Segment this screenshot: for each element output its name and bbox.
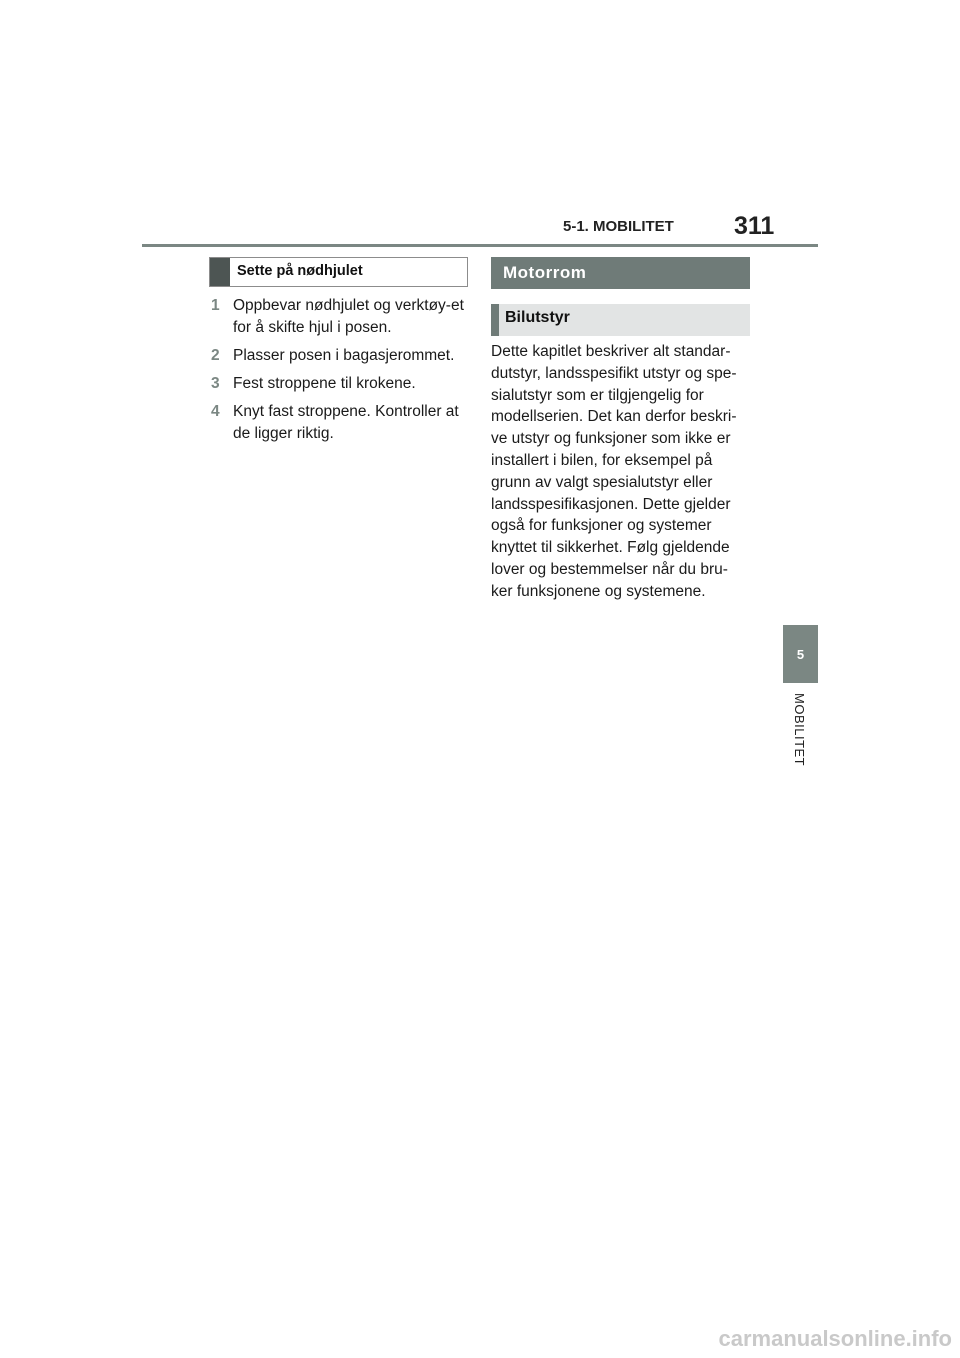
body-paragraph <box>491 341 753 603</box>
step-number: 1 <box>211 297 220 314</box>
chapter-tab: 5 <box>783 625 818 683</box>
left-heading-box <box>209 257 468 287</box>
chapter-tab-label: MOBILITET <box>792 693 807 767</box>
body-line: ve utstyr og funksjoner som ikke er <box>491 430 731 448</box>
body-line: sialutstyr som er tilgjengelig for <box>491 386 704 404</box>
steps-list <box>211 295 473 451</box>
step-number: 4 <box>211 403 220 420</box>
step-text: Oppbevar nødhjulet og verktøy-et for å skifte hjul i posen. <box>233 297 464 336</box>
list-item <box>211 345 473 367</box>
header-rule <box>142 244 818 247</box>
list-item <box>211 295 473 339</box>
body-line: landsspesifikasjonen. Dette gjelder <box>491 495 731 513</box>
header-section-title: 5-1. MOBILITET <box>563 218 674 235</box>
heading-bar <box>210 258 230 286</box>
body-line: ker funksjonene og systemene. <box>491 582 706 600</box>
body-line: Dette kapitlet beskriver alt standar- <box>491 343 731 360</box>
section-title-bar: Motorrom <box>491 257 750 289</box>
step-number: 3 <box>211 375 220 392</box>
list-item <box>211 401 473 445</box>
footer-watermark: carmanualsonline.info <box>718 1326 952 1351</box>
step-number: 2 <box>211 347 220 364</box>
body-line: også for funksjoner og systemer <box>491 517 712 535</box>
body-line: modellserien. Det kan derfor beskri- <box>491 408 737 426</box>
step-text: Knyt fast stroppene. Kontroller at de ligger riktig. <box>233 403 459 442</box>
step-text: Fest stroppene til krokene. <box>233 375 416 392</box>
body-line: dutstyr, landsspesifikt utstyr og spe- <box>491 364 737 382</box>
left-heading-text: Sette på nødhjulet <box>237 263 363 279</box>
body-line: knyttet til sikkerhet. Følg gjeldende <box>491 539 730 557</box>
subheading-box <box>491 304 750 336</box>
page-number: 311 <box>734 212 775 240</box>
subheading-bar <box>491 304 499 336</box>
step-text: Plasser posen i bagasjerommet. <box>233 347 455 364</box>
subheading-text: Bilutstyr <box>505 309 570 326</box>
body-line: lover og bestemmelser når du bru- <box>491 560 728 578</box>
body-line: grunn av valgt spesialutstyr eller <box>491 473 713 491</box>
list-item <box>211 373 473 395</box>
body-line: installert i bilen, for eksempel på <box>491 451 713 469</box>
